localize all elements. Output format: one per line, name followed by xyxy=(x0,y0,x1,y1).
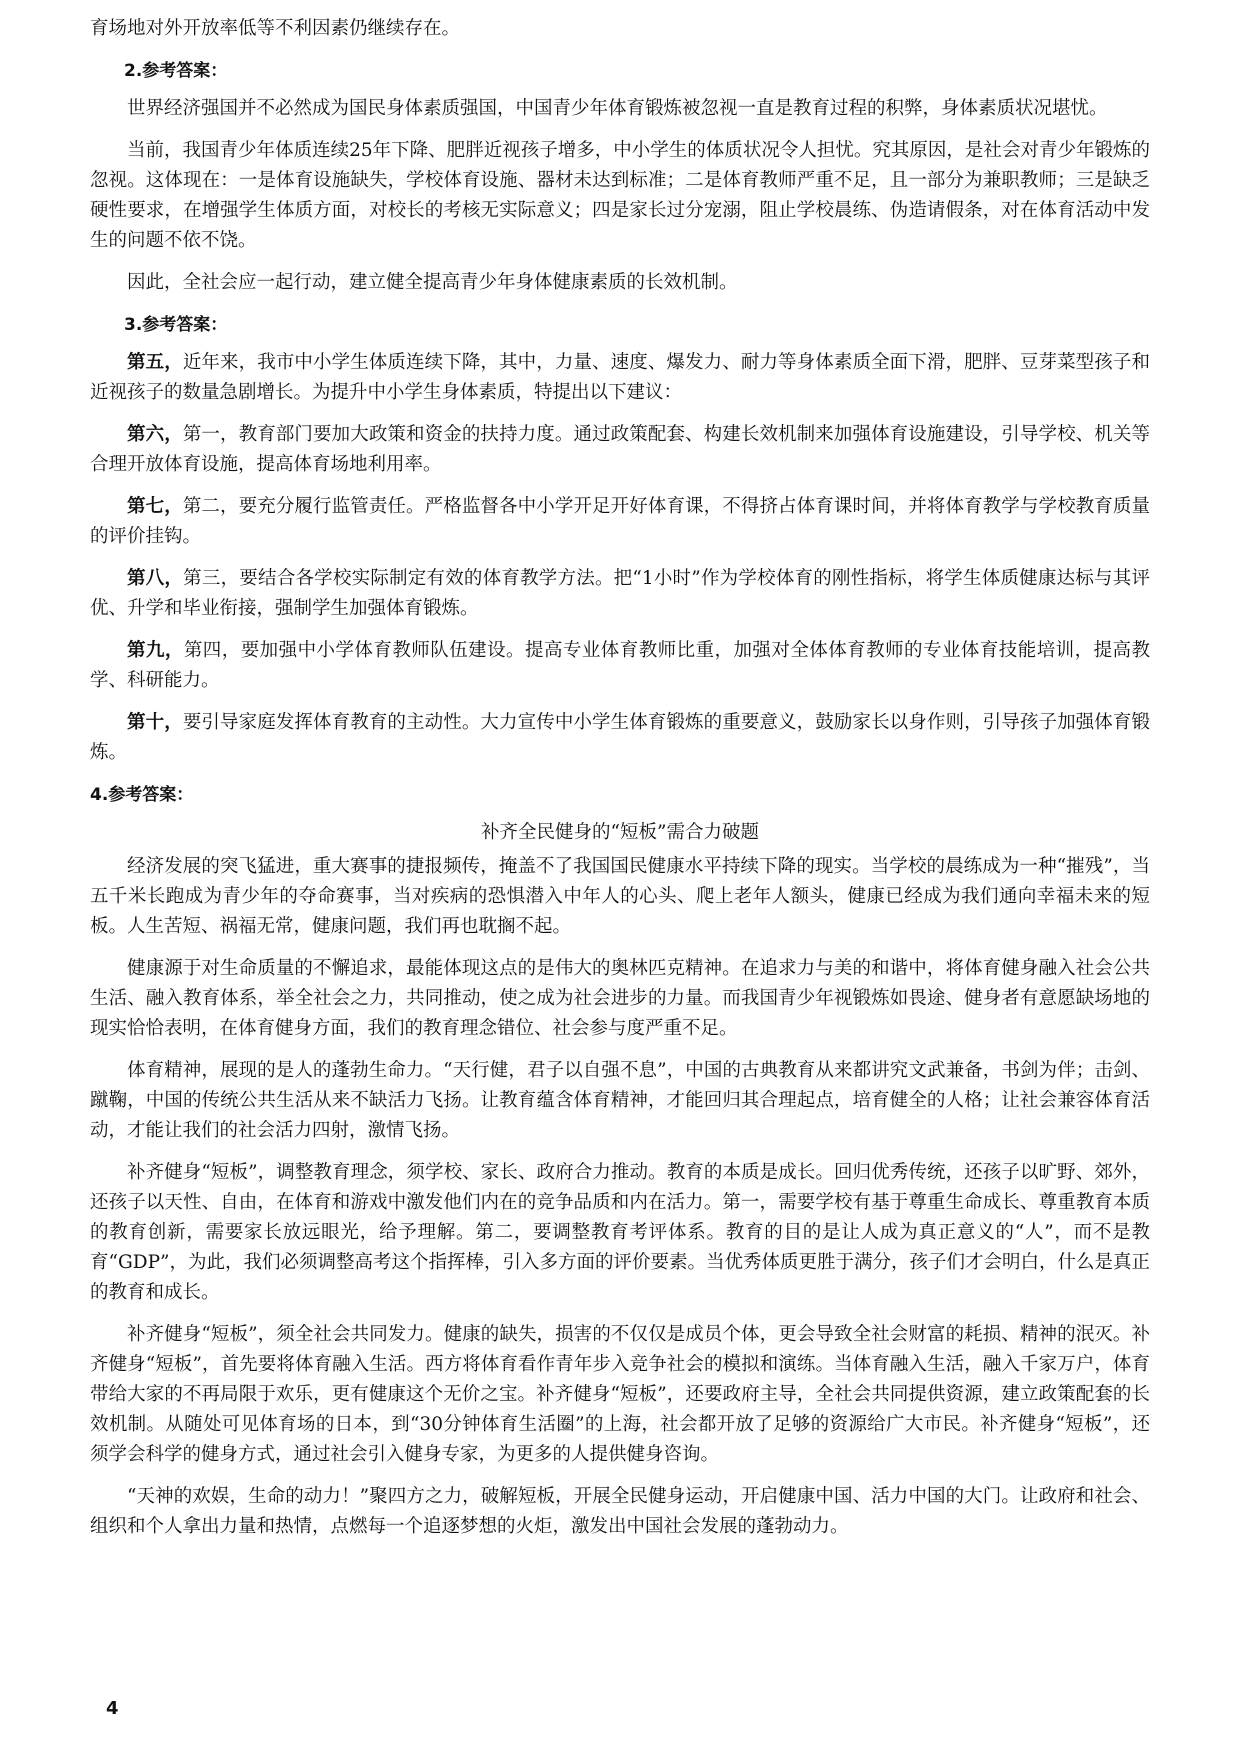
section-4-heading: 4.参考答案： xyxy=(90,785,194,805)
section-2-heading: 2.参考答案： xyxy=(124,61,228,81)
point-text: 第四，要加强中小学体育教师队伍建设。提高专业体育教师比重，加强对全体体育教师的专业体育技能培训，提高教学、科研能力。 xyxy=(90,640,1150,691)
essay-paragraph-1: 经济发展的突飞猛进，重大赛事的捷报频传，掩盖不了我国国民健康水平持续下降的现实。当学校的晨练成为一种“摧残”，当五千米长跑成为青少年的夺命赛事，当对疾病的恐惧潜入中年人的心头、爬上老年人额头，健康已经成为我们通向幸福未来的短板。人生苦短、祸福无常，健康问题，我们再也耽搁不起。 xyxy=(90,856,1150,937)
section-2-paragraph-1: 世界经济强国并不必然成为国民身体素质强国，中国青少年体育锻炼被忽视一直是教育过程的积弊，身体素质状况堪忧。 xyxy=(127,98,1108,119)
essay-paragraph-6: “天神的欢娱，生命的动力！”聚四方之力，破解短板，开展全民健身运动，开启健康中国、活力中国的大门。让政府和社会、组织和个人拿出力量和热情，点燃每一个追逐梦想的火炬，激发出中国社会发展的蓬勃动力。 xyxy=(90,1486,1150,1537)
point-lead: 第七， xyxy=(127,496,183,517)
point-lead: 第十， xyxy=(127,712,183,733)
section-3-paragraph-1 xyxy=(90,348,1150,408)
section-3-paragraph-6 xyxy=(90,708,1150,768)
point-text: 要引导家庭发挥体育教育的主动性。大力宣传中小学生体育锻炼的重要意义，鼓励家长以身作则，引导孩子加强体育锻炼。 xyxy=(90,712,1150,763)
section-3-paragraph-3 xyxy=(90,492,1150,552)
point-lead: 第八， xyxy=(127,568,184,589)
section-3-paragraph-4 xyxy=(90,564,1150,624)
document-page xyxy=(90,14,1150,1554)
point-text: 第一，教育部门要加大政策和资金的扶持力度。通过政策配套、构建长效机制来加强体育设施建设，引导学校、机关等合理开放体育设施，提高体育场地利用率。 xyxy=(90,424,1150,475)
point-lead: 第六， xyxy=(127,424,183,445)
point-text: 第三，要结合各学校实际制定有效的体育教学方法。把“1小时”作为学校体育的刚性指标，将学生体质健康达标与其评优、升学和毕业衔接，强制学生加强体育锻炼。 xyxy=(90,568,1150,619)
essay-paragraph-5: 补齐健身“短板”，须全社会共同发力。健康的缺失，损害的不仅仅是成员个体，更会导致全社会财富的耗损、精神的泯灭。补齐健身“短板”，首先要将体育融入生活。西方将体育看作青年步入竞争社会的模拟和演练。当体育融入生活，融入千家万户，体育带给大家的不再局限于欢乐，更有健康这个无价之宝。补齐健身“短板”，还要政府主导，全社会共同提供资源，建立政策配套的长效机制。从随处可见体育场的日本，到“30分钟体育生活圈”的上海，社会都开放了足够的资源给广大市民。补齐健身“短板”，还须学会科学的健身方式，通过社会引入健身专家，为更多的人提供健身咨询。 xyxy=(90,1324,1150,1465)
section-3-paragraph-5 xyxy=(90,636,1150,696)
point-text: 近年来，我市中小学生体质连续下降，其中，力量、速度、爆发力、耐力等身体素质全面下滑，肥胖、豆芽菜型孩子和近视孩子的数量急剧增长。为提升中小学生身体素质，特提出以下建议： xyxy=(90,352,1150,403)
essay-paragraph-2: 健康源于对生命质量的不懈追求，最能体现这点的是伟大的奥林匹克精神。在追求力与美的和谐中，将体育健身融入社会公共生活、融入教育体系，举全社会之力，共同推动，使之成为社会进步的力量。而我国青少年视锻炼如畏途、健身者有意愿缺场地的现实恰恰表明，在体育健身方面，我们的教育理念错位、社会参与度严重不足。 xyxy=(90,958,1150,1039)
point-text: 第二，要充分履行监管责任。严格监督各中小学开足开好体育课，不得挤占体育课时间，并将体育教学与学校教育质量的评价挂钩。 xyxy=(90,496,1150,547)
essay-paragraph-4: 补齐健身“短板”，调整教育理念，须学校、家长、政府合力推动。教育的本质是成长。回归优秀传统，还孩子以旷野、郊外，还孩子以天性、自由，在体育和游戏中激发他们内在的竞争品质和内在活力。第一，需要学校有基于尊重生命成长、尊重教育本质的教育创新，需要家长放远眼光，给予理解。第二，要调整教育考评体系。教育的目的是让人成为真正意义的“人”，而不是教育“GDP”，为此，我们必须调整高考这个指挥棒，引入多方面的评价要素。当优秀体质更胜于满分，孩子们才会明白，什么是真正的教育和成长。 xyxy=(90,1162,1150,1303)
point-lead: 第九， xyxy=(127,640,184,661)
section-2-paragraph-3: 因此，全社会应一起行动，建立健全提高青少年身体健康素质的长效机制。 xyxy=(127,272,738,293)
essay-paragraph-3: 体育精神，展现的是人的蓬勃生命力。“天行健，君子以自强不息”，中国的古典教育从来都讲究文武兼备，书剑为伴；击剑、蹴鞠，中国的传统公共生活从来不缺活力飞扬。让教育蕴含体育精神，才能回归其合理起点，培育健全的人格；让社会兼容体育活动，才能让我们的社会活力四射，激情飞扬。 xyxy=(90,1060,1150,1141)
section-2-paragraph-2: 当前，我国青少年体质连续25年下降、肥胖近视孩子增多，中小学生的体质状况令人担忧。究其原因，是社会对青少年锻炼的忽视。这体现在：一是体育设施缺失，学校体育设施、器材未达到标准；二是体育教师严重不足，且一部分为兼职教师；三是缺乏硬性要求，在增强学生体质方面，对校长的考核无实际意义；四是家长过分宠溺，阻止学校晨练、伪造请假条，对在体育活动中发生的问题不依不饶。 xyxy=(90,140,1150,251)
page-number: 4 xyxy=(106,1698,119,1719)
section-3-paragraph-2 xyxy=(90,420,1150,480)
section-3-heading: 3.参考答案： xyxy=(124,315,228,335)
essay-title: 补齐全民健身的“短板”需合力破题 xyxy=(481,822,759,843)
point-lead: 第五， xyxy=(127,352,183,373)
continuation-paragraph: 育场地对外开放率低等不利因素仍继续存在。 xyxy=(90,18,461,39)
